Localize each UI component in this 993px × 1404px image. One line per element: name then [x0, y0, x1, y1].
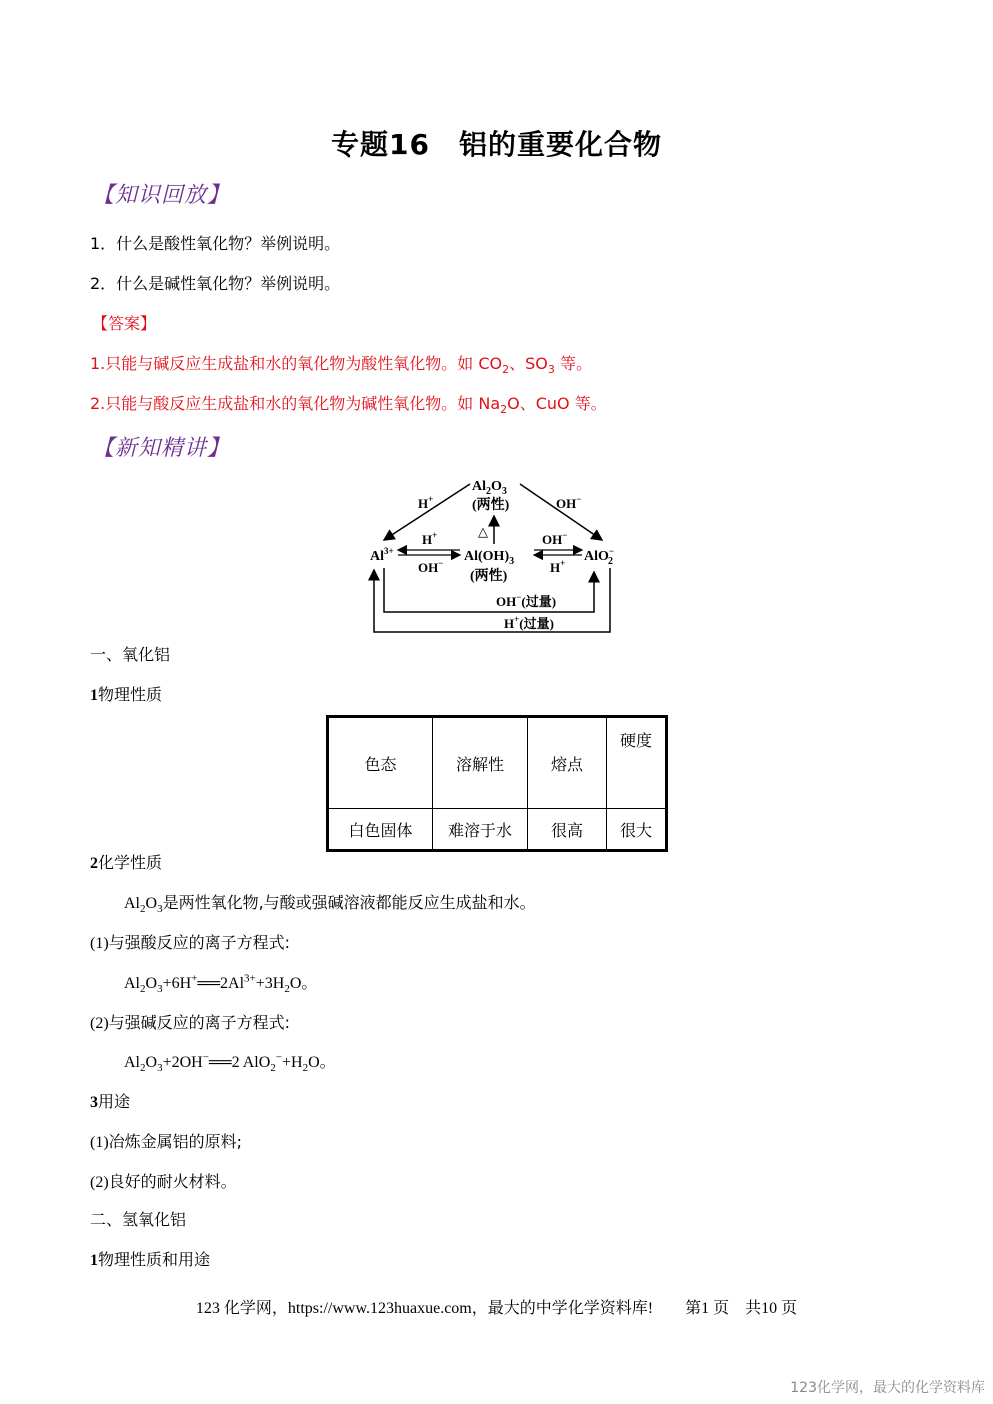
label-oh-right: OH−: [542, 530, 568, 547]
section-new-knowledge-heading: 【新知精讲】: [92, 436, 231, 461]
part2-heading: 二、氢氧化铝: [90, 1210, 187, 1229]
aloh3-node: $Al(OH)_3$: [464, 549, 515, 567]
label-h-diag: H+: [418, 494, 434, 511]
answer-2: 2.只能与酸反应生成盐和水的氧化物为碱性氧化物。如 $Na_2O$、CuO 等。: [90, 394, 607, 417]
part1-chem-desc: $Al_2O_3$是两性氧化物,与酸或强碱溶液都能反应生成盐和水。: [124, 893, 536, 916]
excess-oh-text: (过量): [521, 594, 557, 609]
answer-1: 1.只能与碱反应生成盐和水的氧化物为酸性氧化物。如 $CO_2$、$SO_3$ 等。: [90, 354, 592, 377]
label-oh-diag: OH−: [556, 494, 582, 511]
label-excess-h: H+(过量): [504, 614, 554, 631]
part1-chemical-text: 化学性质: [98, 853, 163, 872]
question-2: 2．什么是碱性氧化物？举例说明。: [90, 274, 341, 293]
equation-acid: $Al_2O_3+6H^+══2Al^{3+}+3H_2O$。: [124, 972, 318, 996]
table-cell-color: 白色固体: [328, 809, 433, 851]
answer-1-text: 1.只能与碱反应生成盐和水的氧化物为酸性氧化物。如 CO: [90, 354, 503, 373]
answer-2-mid: O、CuO 等。: [507, 394, 607, 413]
excess-h-text: (过量): [519, 616, 554, 631]
table-header-solubility: 溶解性: [433, 717, 528, 809]
part1-physical-heading: 1物理性质: [90, 685, 163, 704]
label-excess-oh: OH−(过量): [496, 592, 557, 609]
answer-2-text: 2.只能与酸反应生成盐和水的氧化物为碱性氧化物。如 Na: [90, 394, 501, 413]
section-review-heading: 【知识回放】: [92, 183, 231, 208]
part2-physical-text: 物理性质和用途: [98, 1250, 211, 1269]
delta-symbol: △: [478, 524, 488, 539]
alumina-properties-table: [326, 715, 668, 852]
table-cell-hardness: 很大: [607, 809, 667, 851]
h-label-left: H: [422, 532, 433, 547]
table-header-color: 色态: [328, 717, 433, 809]
answer-1-suffix: 等。: [554, 354, 592, 373]
label-h-left: H+: [422, 530, 438, 547]
part1-uses-heading: 3用途: [90, 1092, 131, 1111]
h-label-right: H: [550, 560, 561, 575]
table-cell-solubility: 难溶于水: [433, 809, 528, 851]
answer-label: 【答案】: [92, 314, 157, 333]
part1-uses-text: 用途: [98, 1092, 131, 1111]
part1-use-2: (2)良好的耐火材料。: [90, 1172, 237, 1191]
part1-heading: 一、氧化铝: [90, 645, 171, 664]
answer-1-mid: 、SO: [509, 354, 548, 373]
part1-base-heading-text: 与强碱反应的离子方程式:: [108, 1013, 291, 1032]
part1-acid-heading-text: 与强酸反应的离子方程式:: [108, 933, 291, 952]
page-footer: 123 化学网，https://www.123huaxue.com，最大的中学化学资料库! 第1 页 共10 页: [195, 1300, 798, 1317]
label-h-right: H+: [550, 558, 566, 575]
question-1: 1．什么是酸性氧化物？举例说明。: [90, 234, 341, 253]
table-cell-melting: 很高: [528, 809, 607, 851]
label-oh-left: OH−: [418, 558, 444, 575]
part2-physical-heading: 1物理性质和用途: [90, 1250, 211, 1269]
alo2-node: AlO− 2: [584, 546, 615, 567]
oh-label-diag: OH: [556, 496, 577, 511]
part1-use-1-text: 冶炼金属铝的原料;: [108, 1132, 243, 1151]
page-title: 专题16 铝的重要化合物: [331, 128, 662, 161]
aloh3-amphoteric-label: (两性): [470, 569, 508, 584]
h-label-diag: H: [418, 496, 429, 511]
watermark: 123化学网，最大的化学资料库: [790, 1380, 985, 1396]
aluminum-conversion-diagram: [362, 470, 622, 638]
part1-use-1: (1)冶炼金属铝的原料;: [90, 1132, 243, 1151]
al3plus-node: $Al^{3+}$: [370, 546, 394, 564]
oh-label-right: OH: [542, 532, 563, 547]
al2o3-amphoteric-label: (两性): [472, 498, 510, 513]
part1-acid-heading: (1)与强酸反应的离子方程式:: [90, 933, 291, 952]
part1-chemical-heading: 2化学性质: [90, 853, 163, 872]
table-header-hardness: 硬度: [607, 717, 667, 809]
part1-chem-desc-text: 是两性氧化物,与酸或强碱溶液都能反应生成盐和水。: [162, 893, 536, 912]
part1-physical-text: 物理性质: [98, 685, 163, 704]
equation-base: $Al_2O_3+2OH^-══2$ $AlO_2^-+H_2O$。: [124, 1051, 336, 1075]
table-header-melting: 熔点: [528, 717, 607, 809]
oh-label-left: OH: [418, 560, 439, 575]
part1-use-2-text: 良好的耐火材料。: [108, 1172, 237, 1191]
part1-base-heading: (2)与强碱反应的离子方程式:: [90, 1013, 291, 1032]
al2o3-node: $Al_2O_3$: [472, 479, 507, 497]
